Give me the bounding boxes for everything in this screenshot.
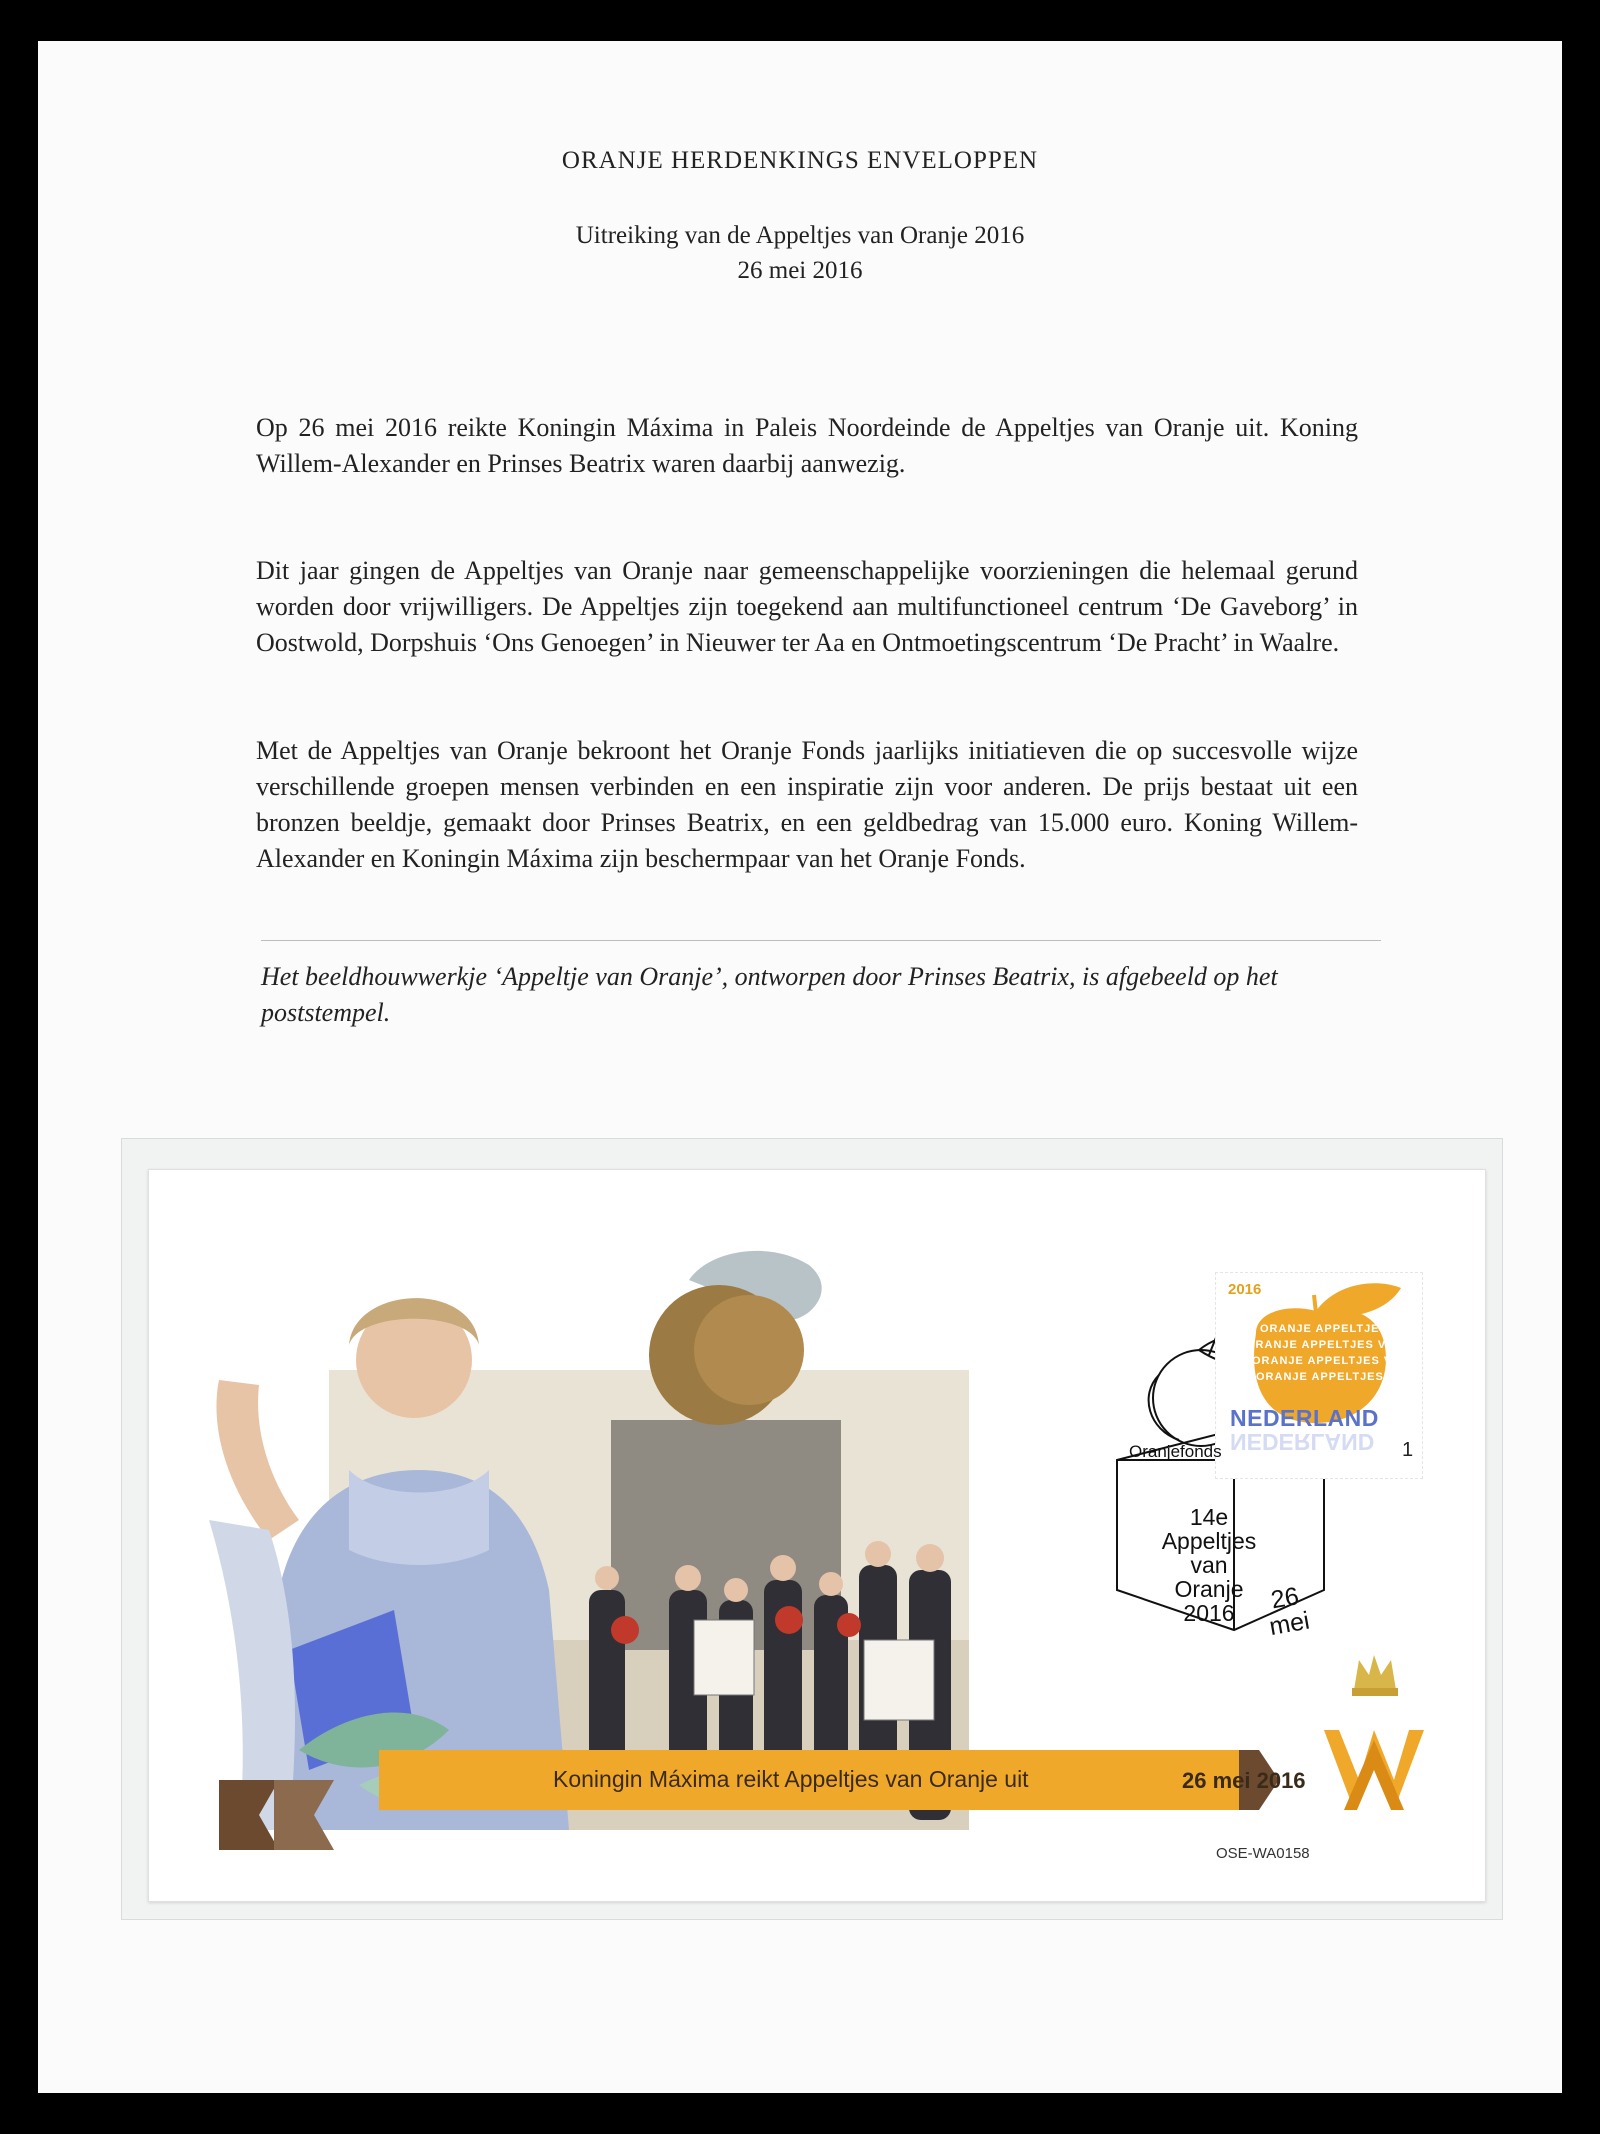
paragraph-recipients: Dit jaar gingen de Appeltjes van Oranje naar gemeenschappelijke voorzieningen die helemaal gerund worden door vrijwilligers. De Appeltjes zijn toegekend aan multifunctioneel centrum ‘De Gaveborg’ in Oostwold, Dorpshuis ‘Ons Genoegen’ in Nieuwer ter Aa en Ontmoetingscentrum ‘De Pracht’ in Waalre. xyxy=(256,556,1358,657)
postmark-day: 26 xyxy=(1268,1581,1302,1615)
postmark-line: Appeltjes xyxy=(1161,1528,1257,1554)
page-subtitle xyxy=(38,218,1562,288)
stamp-pattern-line: ORANJE APPELTJES VAN xyxy=(1260,1323,1418,1335)
stamp-country: NEDERLAND xyxy=(1230,1405,1379,1431)
stamp-year: 2016 xyxy=(1228,1281,1262,1298)
subtitle-date: 26 mei 2016 xyxy=(737,257,863,284)
postmark-line: 14e xyxy=(1189,1504,1229,1530)
envelope-code: OSE-WA0158 xyxy=(1216,1845,1310,1862)
postmark-date xyxy=(1263,1582,1312,1640)
band-date: 26 mei 2016 xyxy=(1182,1768,1306,1793)
certificate-left xyxy=(694,1620,754,1695)
commemorative-envelope xyxy=(148,1169,1486,1902)
monogram-wa xyxy=(1324,1655,1424,1810)
crown-icon xyxy=(1354,1655,1396,1690)
postmark-line: van xyxy=(1190,1552,1228,1578)
stamp-pattern-line: ORANJE APPELTJES VAN xyxy=(1246,1339,1404,1351)
certificate-right xyxy=(864,1640,934,1720)
stamp-pattern-line: ORANJE APPELTJES VAN xyxy=(1252,1355,1410,1367)
stamp-value: 1 xyxy=(1402,1439,1414,1461)
postmark-line: Oranje xyxy=(1174,1576,1244,1602)
queen-arm xyxy=(216,1380,299,1540)
band-caption: Koningin Máxima reikt Appeltjes van Oranje uit xyxy=(553,1766,1029,1792)
paragraph-award: Met de Appeltjes van Oranje bekroont het Oranje Fonds jaarlijks initiatieven die op succesvolle wijze verschillende groepen mensen verbinden en een inspiratie zijn voor anderen. De prijs bestaat uit een bronzen beeldje, gemaakt door Prinses Beatrix, en een geldbedrag van 15.000 euro. Koning Willem-Alexander en Koningin Máxima zijn beschermpaar van het Oranje Fonds. xyxy=(256,736,1358,873)
page-title: ORANJE HERDENKINGS ENVELOPPEN xyxy=(561,147,1039,174)
divider xyxy=(261,940,1381,941)
subtitle-event: Uitreiking van de Appeltjes van Oranje 2016 xyxy=(575,222,1025,249)
stamp-country-reflection: NEDERLAND xyxy=(1230,1429,1375,1455)
postmark-text xyxy=(1149,1505,1269,1625)
postmark-organisation: Oranjefonds xyxy=(1129,1442,1222,1461)
album-page xyxy=(38,41,1562,2093)
paragraph-intro: Op 26 mei 2016 reikte Koningin Máxima in Paleis Noordeinde de Appeltjes van Oranje uit. Koning Willem-Alexander en Prinses Beatrix waren daarbij aanwezig. xyxy=(256,413,1358,478)
postmark-line: 2016 xyxy=(1183,1600,1235,1626)
postmark-month: mei xyxy=(1267,1606,1312,1642)
postage-stamp xyxy=(1215,1272,1423,1479)
postmark-caption: Het beeldhouwwerkje ‘Appeltje van Oranje’, ontworpen door Prinses Beatrix, is afgebeeld op het poststempel. xyxy=(261,962,1278,1027)
stamp-pattern-line: ORANJE APPELTJES VAN xyxy=(1256,1371,1414,1383)
